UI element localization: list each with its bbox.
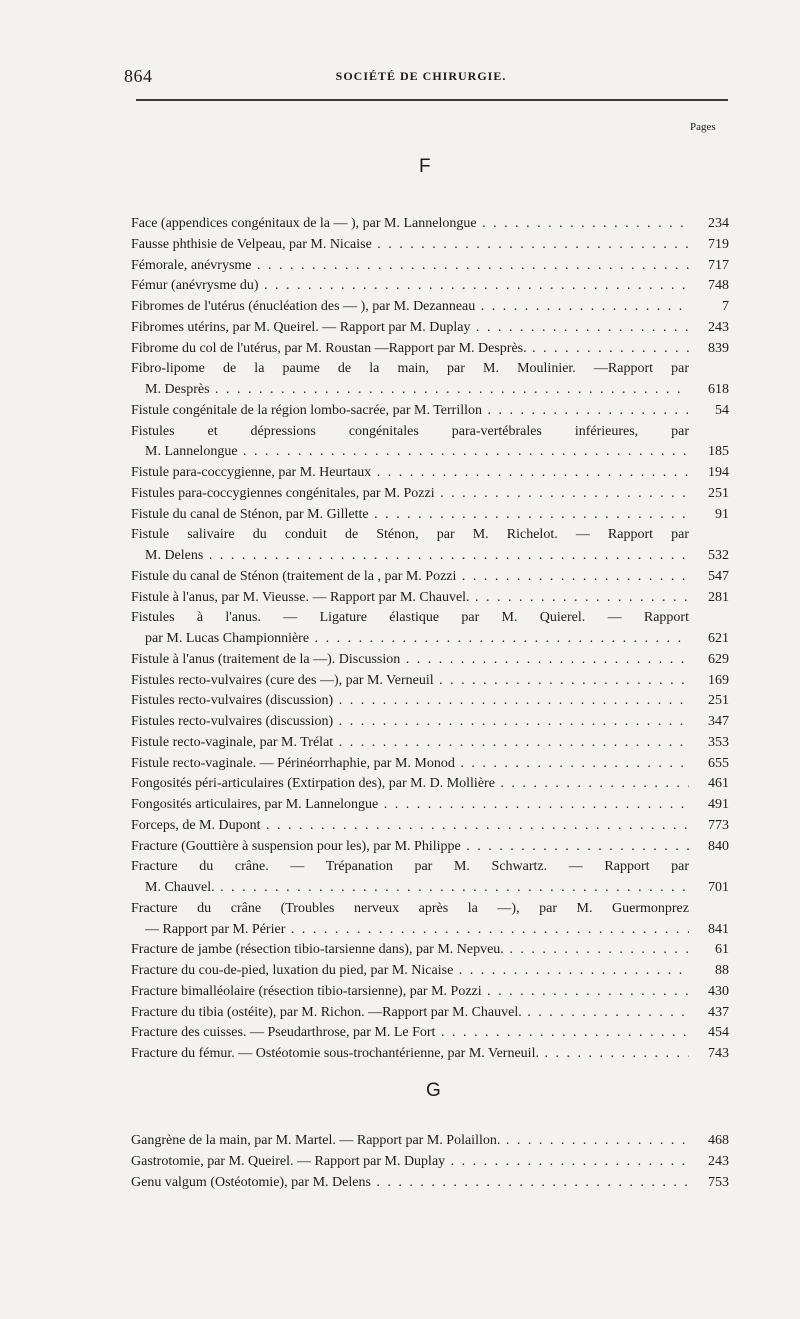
- section-letter-g: G: [426, 1080, 441, 1101]
- entry-text: Fracture du tibia (ostéite), par M. Richon. —Rapport par M. Chauvel. . . .: [131, 1003, 689, 1024]
- index-entry: [131, 961, 729, 982]
- entry-text: Fémur (anévrysme du) . . .: [131, 276, 689, 297]
- entry-text: M. Desprès . . .: [145, 380, 689, 401]
- index-entry: [131, 380, 729, 401]
- entry-page: 840: [708, 838, 729, 854]
- entry-page: 88: [715, 963, 729, 978]
- entry-text: Fistules à l'anus. — Ligature élastique par M. Quierel. — Rapport: [131, 610, 689, 626]
- index-entry: [131, 1044, 729, 1065]
- index-entry: [131, 1003, 729, 1024]
- entry-page: 347: [708, 714, 729, 729]
- entry-text: Fracture du cou-de-pied, luxation du pied, par M. Nicaise . . .: [131, 961, 689, 982]
- entry-text: Gangrène de la main, par M. Martel. — Rapport par M. Polaillon. . . .: [131, 1131, 689, 1152]
- entry-page: 719: [708, 236, 729, 252]
- index-entry: [131, 733, 729, 754]
- index-entry: [131, 608, 729, 629]
- index-entries-g: [131, 1131, 729, 1193]
- entry-text: Fistules para-coccygiennes congénitales, par M. Pozzi . . .: [131, 484, 689, 505]
- index-entry: [131, 567, 729, 588]
- index-entry: [131, 318, 729, 339]
- running-title: SOCIÉTÉ DE CHIRURGIE.: [335, 69, 507, 83]
- entry-page: 655: [708, 755, 729, 771]
- entry-text: Fausse phthisie de Velpeau, par M. Nicaise . . .: [131, 235, 689, 256]
- index-entry: [131, 276, 729, 297]
- index-entry: [131, 671, 729, 692]
- index-entry: [131, 525, 729, 546]
- entry-text: — Rapport par M. Périer . . .: [145, 920, 689, 941]
- index-entries-f: [131, 214, 729, 1065]
- entry-text: Fracture du fémur. — Ostéotomie sous-trochantérienne, par M. Verneuil. . . .: [131, 1044, 689, 1065]
- entry-page: 243: [708, 319, 729, 335]
- entry-text: Fracture (Gouttière à suspension pour les), par M. Philippe . . .: [131, 837, 689, 858]
- entry-text: Gastrotomie, par M. Queirel. — Rapport par M. Duplay . . .: [131, 1152, 689, 1173]
- index-entry: [131, 1131, 729, 1152]
- index-entry: [131, 463, 729, 484]
- entry-text: Fongosités péri-articulaires (Extirpation des), par M. D. Mollière . . .: [131, 774, 689, 795]
- index-entry: [131, 795, 729, 816]
- entry-page: 621: [708, 631, 729, 646]
- index-entry: [131, 650, 729, 671]
- entry-text: Fibromes utérins, par M. Queirel. — Rapport par M. Duplay . . .: [131, 318, 689, 339]
- entry-page: 491: [708, 797, 729, 812]
- entry-text: Fongosités articulaires, par M. Lannelongue . . .: [131, 795, 689, 816]
- entry-page: 618: [708, 382, 729, 397]
- entry-page: 251: [708, 485, 729, 501]
- entry-page: 353: [708, 734, 729, 750]
- entry-text: par M. Lucas Championnière . . .: [145, 629, 689, 650]
- entry-page: 169: [708, 672, 729, 688]
- index-entry: [131, 484, 729, 505]
- entry-text: Face (appendices congénitaux de la — ), par M. Lannelongue . . .: [131, 214, 689, 235]
- entry-page: 547: [708, 568, 729, 584]
- entry-page: 629: [708, 651, 729, 667]
- entry-text: Fistules recto-vulvaires (discussion) . . .: [131, 712, 689, 733]
- header-rule: [136, 99, 728, 101]
- index-entry: [131, 235, 729, 256]
- entry-text: Forceps, de M. Dupont . . .: [131, 816, 689, 837]
- index-entry: [131, 754, 729, 775]
- entry-page: 54: [715, 402, 729, 418]
- index-entry: [131, 422, 729, 443]
- entry-page: 773: [708, 817, 729, 833]
- index-entry: [131, 1152, 729, 1173]
- entry-text: Fistule para-coccygienne, par M. Heurtaux . . .: [131, 463, 689, 484]
- entry-page: 430: [708, 983, 729, 999]
- entry-page: 61: [715, 942, 729, 958]
- index-entry: [131, 1173, 729, 1194]
- entry-text: Fibrome du col de l'utérus, par M. Roustan —Rapport par M. Desprès. . . .: [131, 339, 689, 360]
- entry-page: 839: [708, 340, 729, 356]
- entry-text: Fistule recto-vaginale. — Périnéorrhaphie, par M. Monod . . .: [131, 754, 689, 775]
- entry-text: Fracture du crâne (Troubles nerveux après la —), par M. Guermonprez: [131, 900, 689, 916]
- pages-column-label: Pages: [690, 121, 716, 133]
- index-entry: [131, 339, 729, 360]
- section-letter-f: F: [419, 156, 431, 177]
- index-entry: [131, 546, 729, 567]
- entry-text: Fistule salivaire du conduit de Sténon, par M. Richelot. — Rapport par: [131, 527, 689, 543]
- entry-text: Fistules recto-vulvaires (discussion) . . .: [131, 691, 689, 712]
- entry-text: Fistule du canal de Sténon, par M. Gillette . . .: [131, 505, 689, 526]
- entry-text: Fistule à l'anus (traitement de la —). Discussion . . .: [131, 650, 689, 671]
- entry-text: Fistule recto-vaginale, par M. Trélat . . .: [131, 733, 689, 754]
- entry-page: 7: [722, 299, 729, 314]
- entry-text: M. Chauvel. . . .: [145, 878, 689, 899]
- index-entry: [131, 857, 729, 878]
- index-entry: [131, 297, 729, 318]
- index-entry: [131, 588, 729, 609]
- index-entry: [131, 878, 729, 899]
- index-entry: [131, 214, 729, 235]
- entry-text: Fistule à l'anus, par M. Vieusse. — Rapport par M. Chauvel. . . .: [131, 588, 689, 609]
- entry-page: 251: [708, 693, 729, 709]
- entry-text: Genu valgum (Ostéotomie), par M. Delens . . .: [131, 1173, 689, 1194]
- entry-text: Fistules et dépressions congénitales para-vertébrales inférieures, par: [131, 423, 689, 439]
- index-entry: [131, 816, 729, 837]
- entry-page: 437: [708, 1004, 729, 1020]
- index-entry: [131, 940, 729, 961]
- entry-page: 243: [708, 1153, 729, 1169]
- index-entry: [131, 774, 729, 795]
- index-entry: [131, 505, 729, 526]
- index-entry: [131, 442, 729, 463]
- entry-text: Fibromes de l'utérus (énucléation des — ), par M. Dezanneau . . .: [131, 297, 689, 318]
- entry-page: 194: [708, 465, 729, 480]
- index-entry: [131, 359, 729, 380]
- index-entry: [131, 920, 729, 941]
- entry-page: 753: [708, 1174, 729, 1190]
- entry-page: 185: [708, 444, 729, 460]
- index-entry: [131, 982, 729, 1003]
- entry-text: Fistule congénitale de la région lombo-sacrée, par M. Terrillon . . .: [131, 401, 689, 422]
- index-entry: [131, 899, 729, 920]
- index-entry: [131, 256, 729, 277]
- index-entry: [131, 691, 729, 712]
- page-number: 864: [124, 66, 153, 86]
- entry-page: 532: [708, 548, 729, 563]
- entry-page: 91: [715, 506, 729, 522]
- entry-text: Fracture des cuisses. — Pseudarthrose, par M. Le Fort . . .: [131, 1023, 689, 1044]
- index-entry: [131, 837, 729, 858]
- entry-page: 454: [708, 1025, 729, 1041]
- entry-text: Fistule du canal de Sténon (traitement de la , par M. Pozzi . . .: [131, 567, 689, 588]
- entry-text: M. Lannelongue . . .: [145, 442, 689, 463]
- entry-text: Fistules recto-vulvaires (cure des —), par M. Verneuil . . .: [131, 671, 689, 692]
- entry-page: 701: [708, 880, 729, 895]
- entry-page: 281: [708, 589, 729, 605]
- entry-text: Fémorale, anévrysme . . .: [131, 256, 689, 277]
- entry-page: 743: [708, 1046, 729, 1061]
- index-entry: [131, 629, 729, 650]
- index-entry: [131, 712, 729, 733]
- index-entry: [131, 401, 729, 422]
- entry-text: Fibro-lipome de la paume de la main, par M. Moulinier. —Rapport par: [131, 361, 689, 377]
- entry-text: Fracture du crâne. — Trépanation par M. Schwartz. — Rapport par: [131, 859, 689, 875]
- entry-page: 234: [708, 216, 729, 231]
- entry-page: 717: [708, 257, 729, 273]
- entry-page: 468: [708, 1133, 729, 1148]
- entry-text: Fracture de jambe (résection tibio-tarsienne dans), par M. Nepveu. . . .: [131, 940, 689, 961]
- entry-page: 841: [708, 921, 729, 937]
- entry-page: 748: [708, 278, 729, 294]
- index-entry: [131, 1023, 729, 1044]
- page-header: [124, 66, 718, 86]
- entry-text: Fracture bimalléolaire (résection tibio-tarsienne), par M. Pozzi . . .: [131, 982, 689, 1003]
- entry-text: M. Delens . . .: [145, 546, 689, 567]
- entry-page: 461: [708, 776, 729, 792]
